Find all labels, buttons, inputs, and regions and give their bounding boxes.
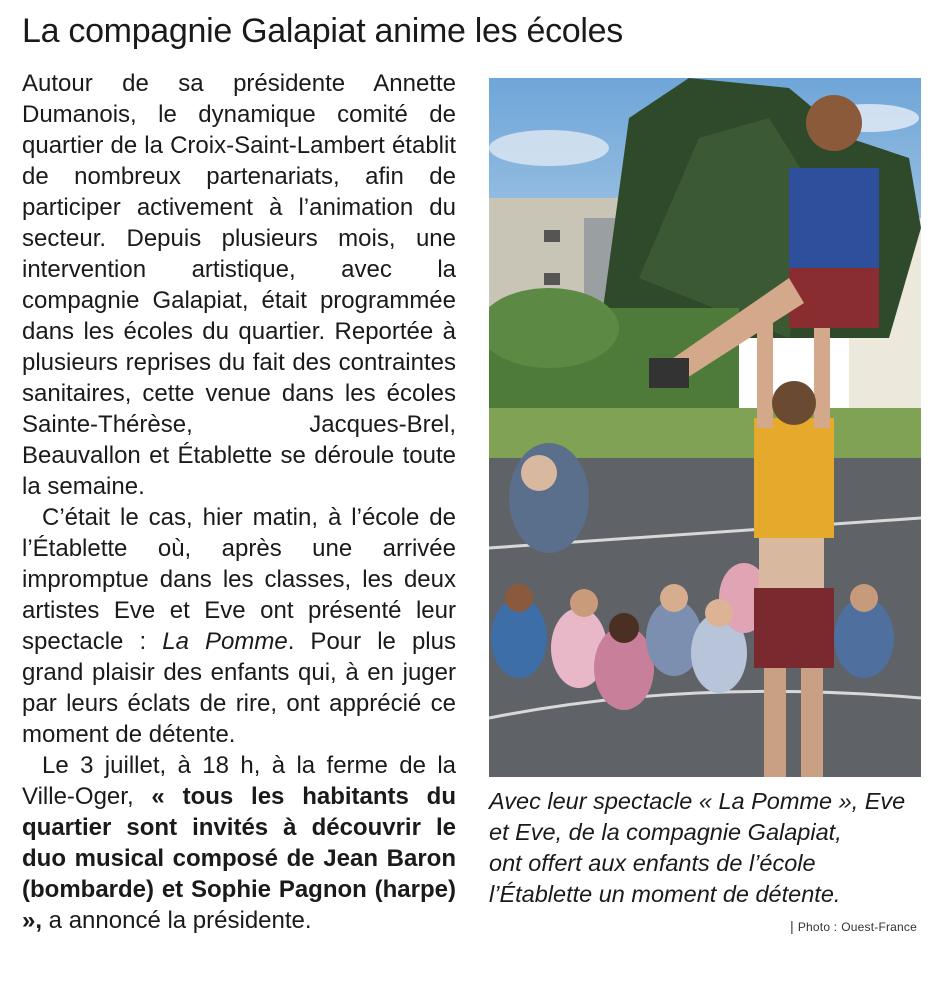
- photo-caption: [489, 786, 921, 910]
- paragraph-2-text: C’était le cas, hier matin, à l’école de l’Établette où, après une arrivée impromptue dans les classes, les deux artistes Eve et Eve ont présenté leur spectacle :: [22, 504, 456, 655]
- paragraph-3-text: Le 3 juillet, à 18 h, à la ferme de la Ville-Oger,: [22, 752, 456, 810]
- photo-credit: [790, 919, 917, 934]
- paragraph-2-text-end: . Pour le plus grand plaisir des enfants qui, à en juger par leurs éclats de rire, ont apprécié ce moment de détente.: [22, 628, 456, 748]
- paragraph-3: [22, 750, 456, 936]
- article-headline: La compagnie Galapiat anime les écoles: [22, 12, 623, 50]
- quote-text: « tous les habitants du quartier sont invités à découvrir le duo musical composé de Jean Baron (bombarde) et Sophie Pagnon (harpe) »,: [22, 783, 456, 934]
- paragraph-3-text-end: a annoncé la présidente.: [42, 907, 312, 934]
- credit-label: Photo :: [797, 920, 838, 934]
- show-title: La Pomme: [162, 628, 288, 655]
- article-body: [22, 68, 456, 936]
- article-photo: [489, 78, 921, 777]
- caption-line-3: ont offert aux enfants de l’école: [489, 850, 816, 876]
- credit-separator: |: [790, 919, 794, 934]
- caption-line-1: Avec leur spectacle « La Pomme », Eve: [489, 788, 906, 814]
- paragraph-2: [22, 502, 456, 750]
- credit-source: Ouest-France: [841, 920, 917, 934]
- paragraph-1: Autour de sa présidente Annette Dumanois, le dynamique comité de quartier de la Croix-Saint-Lambert établit de nombreux partenariats, afin de participer activement à l’animation du secteur. Depuis plusieurs mois, une intervention artistique, avec la compagnie Galapiat, était programmée dans les écoles du quartier. Reportée à plusieurs reprises du fait des contraintes sanitaires, cette venue dans les écoles Sainte-Thérèse, Jacques-Brel, Beauvallon et Établette se déroule toute la semaine.: [22, 70, 456, 500]
- caption-line-2: et Eve, de la compagnie Galapiat,: [489, 819, 842, 845]
- caption-line-4: l’Établette un moment de détente.: [489, 881, 841, 907]
